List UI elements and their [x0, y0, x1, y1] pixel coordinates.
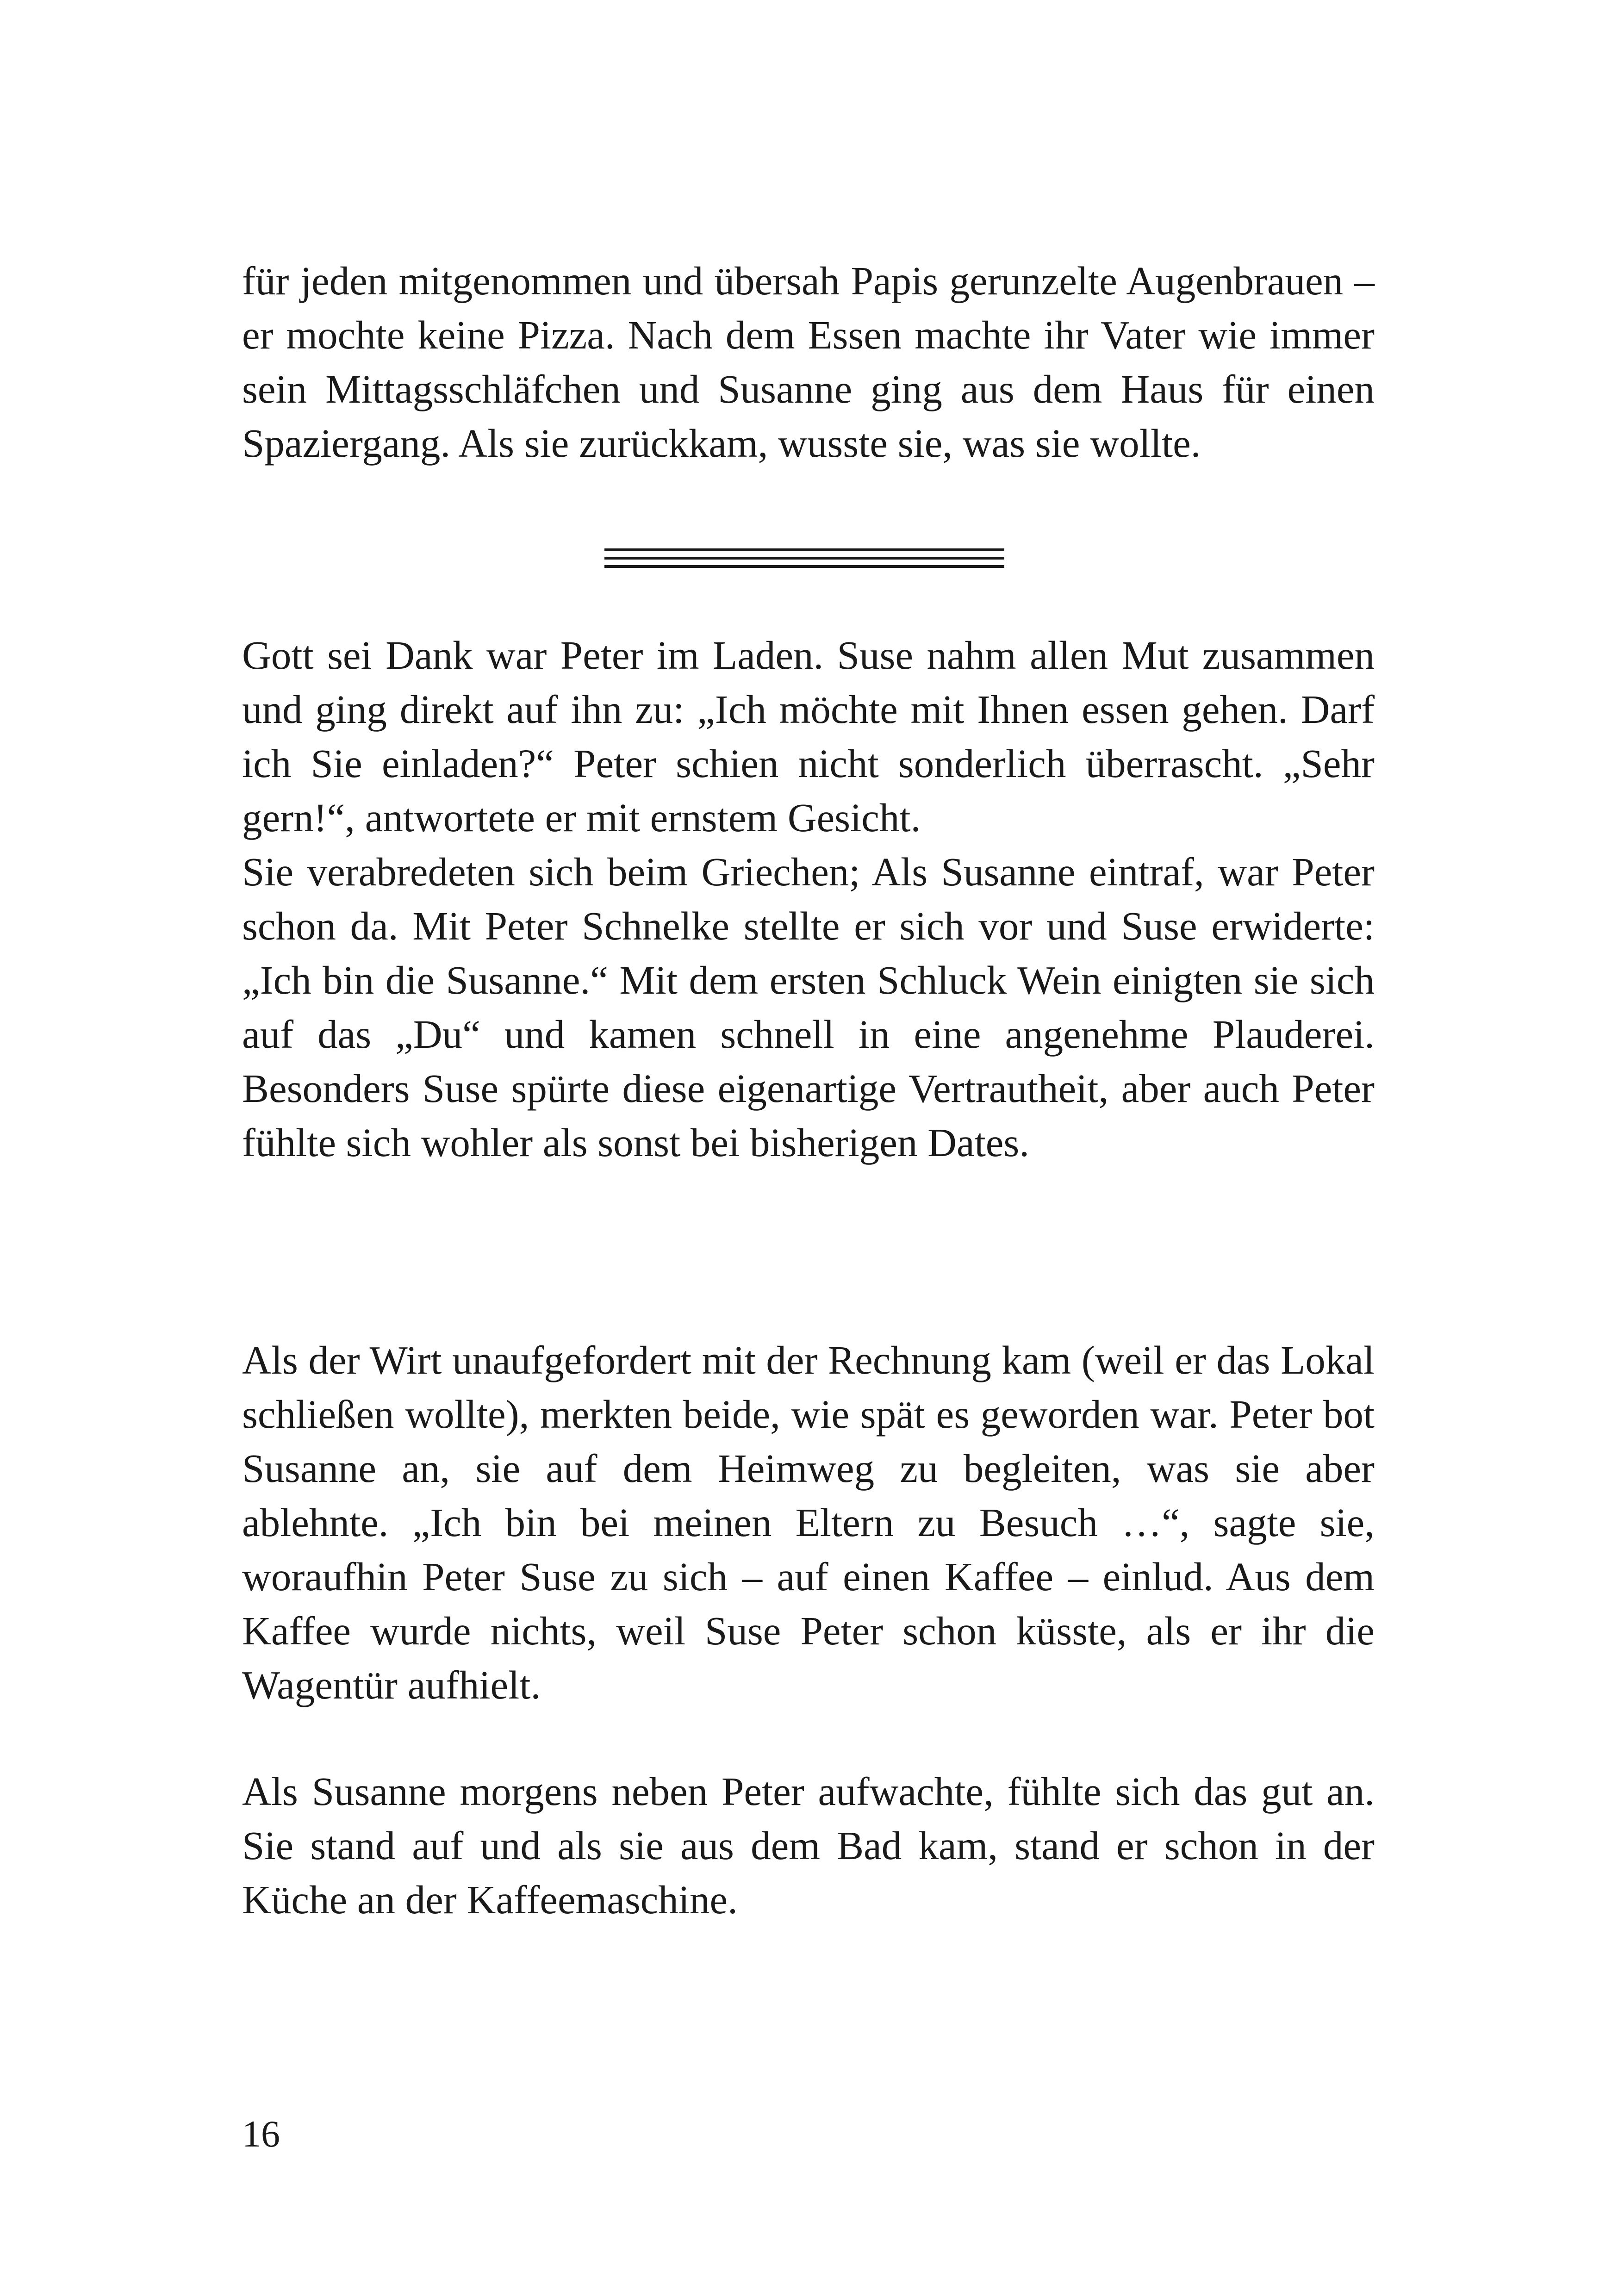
paragraph: Als der Wirt unaufgefordert mit der Rechnung kam (weil er das Lokal schließen wollte), merkten beide, wie spät es geworden war. Peter bot Susanne an, sie auf dem Heimweg zu begleiten, was sie aber ablehnte. „Ich bin bei meinen Eltern zu Besuch …“, sagte sie, woraufhin Peter Suse zu sich – auf einen Kaffee – einlud. Aus dem Kaffee wurde nichts, weil Suse Peter schon küsste, als er ihr die Wagentür aufhielt.	[242, 1338, 1375, 1707]
paragraph: Sie verabredeten sich beim Griechen; Als Susanne eintraf, war Peter schon da. Mit Peter Schnelke stellte er sich vor und Suse erwiderte: „Ich bin die Susanne.“ Mit dem ersten Schluck Wein einigten sie sich auf das „Du“ und kamen schnell in eine angenehme Plauderei. Besonders Suse spürte diese eigenartige Vertrautheit, aber auch Peter fühlte sich wohler als sonst bei bisherigen Dates.	[242, 849, 1375, 1165]
paragraph: Als Susanne morgens neben Peter aufwachte, fühlte sich das gut an. Sie stand auf und als sie aus dem Bad kam, stand er schon in der Küche an der Kaffeemaschine.	[242, 1769, 1375, 1922]
paragraph-group-bottom	[242, 1764, 1375, 1927]
page-number: 16	[242, 2113, 280, 2155]
paragraph: für jeden mitgenommen und übersah Papis gerunzelte Augenbrauen – er mochte keine Pizza. Nach dem Essen machte ihr Vater wie immer sein Mittagsschläfchen und Susanne ging aus dem Haus für einen Spaziergang. Als sie zurückkam, wusste sie, was sie wollte.	[242, 258, 1375, 466]
paragraph: Gott sei Dank war Peter im Laden. Suse nahm allen Mut zusammen und ging direkt auf ihn zu: „Ich möchte mit Ihnen essen gehen. Darf ich Sie einladen?“ Peter schien nicht sonderlich überrascht. „Sehr gern!“, antwortete er mit ernstem Gesicht.	[242, 633, 1375, 840]
paragraph-group-lower	[242, 1333, 1375, 1712]
section-divider	[604, 548, 1004, 568]
paragraph-group-top	[242, 254, 1375, 470]
paragraph-group-mid	[242, 628, 1375, 1170]
